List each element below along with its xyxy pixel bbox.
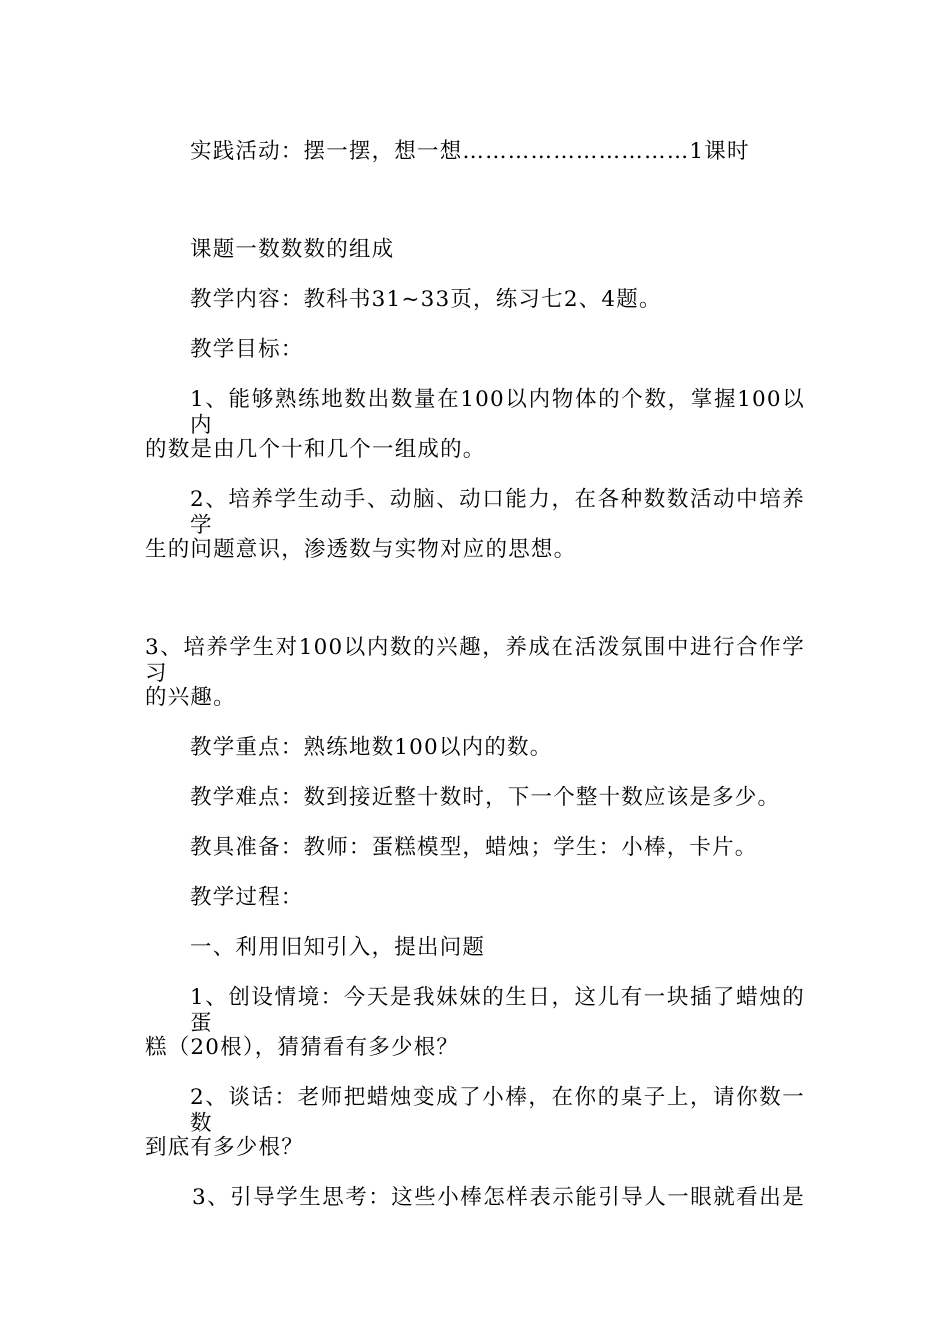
step-2-line-2: 到底有多少根？ bbox=[145, 1135, 304, 1160]
teaching-aids: 教具准备：教师：蛋糕模型，蜡烛；学生：小棒，卡片。 bbox=[190, 835, 758, 860]
goal-3-line-2: 的兴趣。 bbox=[145, 685, 236, 710]
practice-activity-line: 实践活动：摆一摆，想一想…………………………1课时 bbox=[190, 139, 750, 164]
teaching-process-heading: 教学过程： bbox=[190, 885, 304, 910]
step-1-line-2: 糕（20根），猜猜看有多少根？ bbox=[145, 1035, 460, 1060]
goal-1-line-1: 1、能够熟练地数出数量在100以内物体的个数，掌握100以内 bbox=[190, 387, 805, 438]
goal-2-line-2: 生的问题意识，渗透数与实物对应的思想。 bbox=[145, 537, 577, 562]
goal-2-line-1: 2、培养学生动手、动脑、动口能力，在各种数数活动中培养学 bbox=[190, 487, 805, 538]
lesson-title: 课题一数数数的组成 bbox=[190, 237, 395, 262]
goal-1-line-2: 的数是由几个十和几个一组成的。 bbox=[145, 437, 486, 462]
step-2-line-1: 2、谈话：老师把蜡烛变成了小棒，在你的桌子上，请你数一数 bbox=[190, 1085, 805, 1136]
section-1-heading: 一、利用旧知引入，提出问题 bbox=[190, 935, 486, 960]
key-point: 教学重点：熟练地数100以内的数。 bbox=[190, 735, 553, 760]
step-1-line-1: 1、创设情境：今天是我妹妹的生日，这儿有一块插了蜡烛的蛋 bbox=[190, 985, 805, 1036]
difficult-point: 教学难点：数到接近整十数时，下一个整十数应该是多少。 bbox=[190, 785, 781, 810]
goal-3-line-1: 3、培养学生对100以内数的兴趣，养成在活泼氛围中进行合作学习 bbox=[145, 635, 805, 686]
teaching-content: 教学内容：教科书31~33页，练习七2、4题。 bbox=[190, 287, 662, 312]
teaching-goals-heading: 教学目标： bbox=[190, 337, 304, 362]
step-3-line-1: 3、引导学生思考：这些小棒怎样表示能引导人一眼就看出是 bbox=[192, 1185, 805, 1210]
